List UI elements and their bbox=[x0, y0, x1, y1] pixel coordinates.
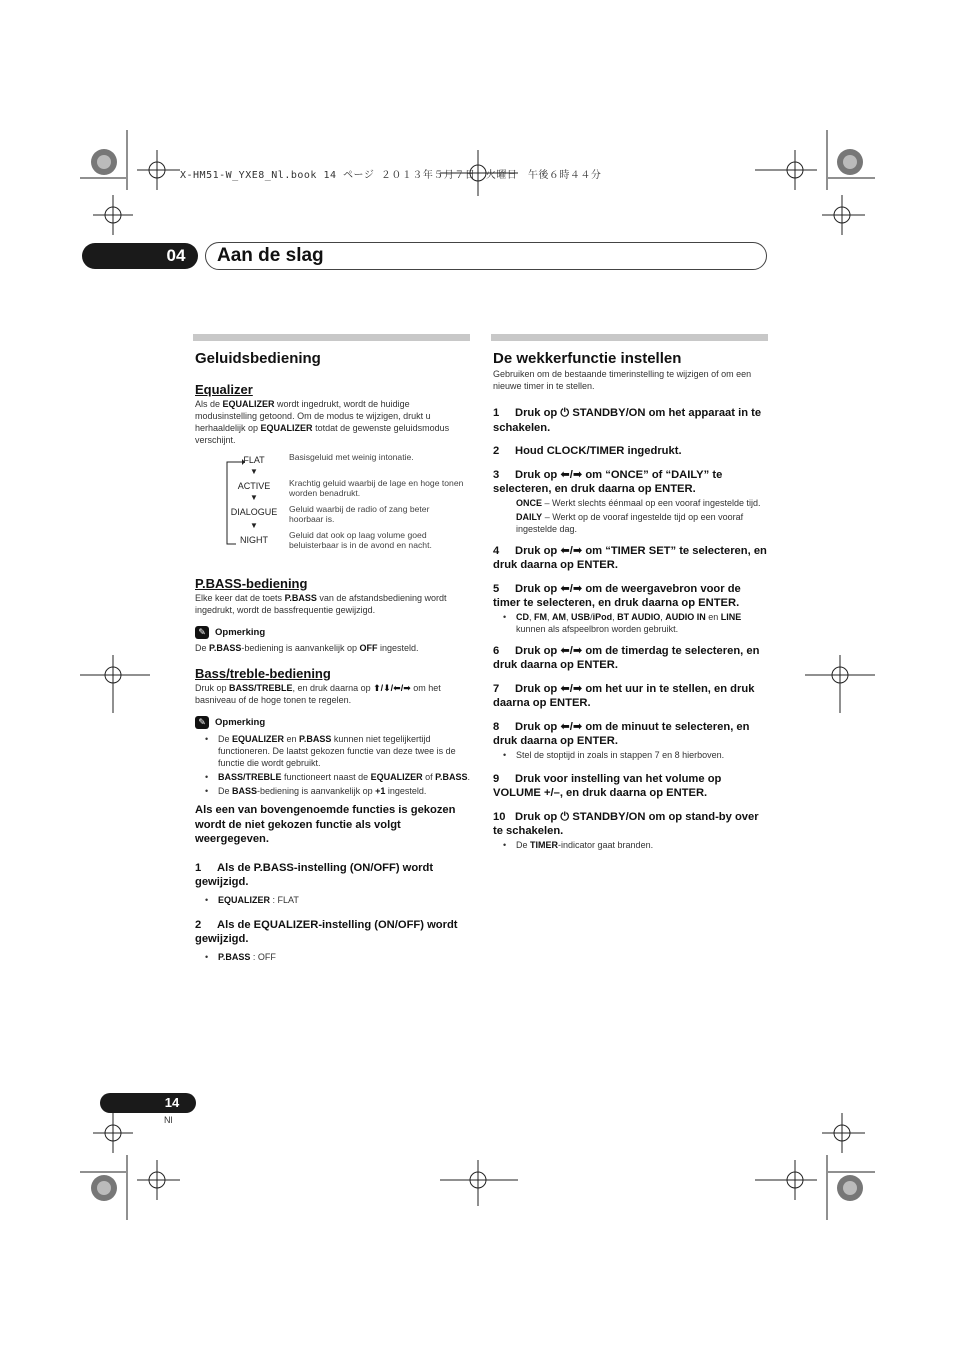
down-arrow-icon: ▼ bbox=[250, 467, 258, 476]
note-header bbox=[195, 626, 470, 639]
print-file-header: X-HM51-W_YXE8_Nl.book 14 ページ ２０１３年５月７日 火曜日 午後６時４４分 bbox=[180, 170, 602, 181]
list-item: • De BASS-bediening is aanvankelijk op +1 ingesteld. bbox=[218, 785, 470, 797]
list-item: • BASS/TREBLE functioneert naast de EQUALIZER of P.BASS. bbox=[218, 771, 470, 783]
crop-mark-right-middle bbox=[805, 655, 875, 715]
list-item: • De TIMER-indicator gaat branden. bbox=[516, 839, 768, 851]
note-title: Opmerking bbox=[215, 716, 266, 728]
eq-desc-night: Geluid dat ook op laag volume goed beluisterbaar is in de avond en nacht. bbox=[289, 530, 432, 550]
chapter-number: 04 bbox=[166, 246, 186, 265]
right-step-8: 8 Druk op ⬅/➡ om de minuut te selecteren, en druk daarna op ENTER. bbox=[493, 720, 750, 747]
bass-treble-note-list bbox=[195, 733, 470, 797]
eq-mode-flat: FLAT bbox=[243, 455, 265, 465]
step-8-bullets bbox=[493, 749, 768, 761]
crop-mark-top-left bbox=[80, 130, 200, 240]
step-5-bullets bbox=[493, 611, 768, 635]
down-arrow-icon: ▼ bbox=[250, 521, 258, 530]
arrow-keys-icon: ⬆/⬇/⬅/➡ bbox=[373, 683, 411, 693]
eq-desc-active: Krachtig geluid waarbij de lage en hoge tonen worden benadrukt. bbox=[289, 478, 464, 498]
step-3-once: ONCE – Werkt slechts éénmaal op een vooraf ingestelde tijd. bbox=[516, 497, 761, 508]
equalizer-mode-diagram bbox=[195, 454, 470, 564]
heading-equalizer: Equalizer bbox=[195, 382, 253, 397]
equalizer-paragraph: Als de EQUALIZER wordt ingedrukt, wordt de huidige modusinstelling getoond. Om de modus te wijzigen, drukt u herhaaldelijk op EQUALIZER totdat de gewenste geluidsmodus verschijnt. bbox=[195, 399, 450, 445]
right-step-3: 3 Druk op ⬅/➡ om “ONCE” of “DAILY” te selecteren, en druk daarna op ENTER. bbox=[493, 468, 723, 495]
crop-mark-left-middle bbox=[80, 655, 150, 715]
step-3-daily: DAILY – Werkt op de vooraf ingestelde tijd op een vooraf ingestelde dag. bbox=[516, 511, 744, 534]
bold-paragraph: Als een van bovengenoemde functies is gekozen wordt de niet gekozen functie als volgt weergegeven. bbox=[195, 804, 456, 845]
eq-desc-dialogue: Geluid waarbij de radio of zang beter hoorbaar is. bbox=[289, 504, 430, 524]
left-step-1-bullets bbox=[195, 894, 470, 906]
eq-mode-active: ACTIVE bbox=[237, 481, 271, 491]
list-item: • EQUALIZER : FLAT bbox=[218, 894, 470, 906]
list-item: • CD, FM, AM, USB/iPod, BT AUDIO, AUDIO IN en LINE kunnen als afspeelbron worden gebruikt. bbox=[516, 611, 768, 635]
step-10-bullets bbox=[493, 839, 768, 851]
crop-mark-bottom-left bbox=[80, 1110, 200, 1220]
right-step-2: 2 Houd CLOCK/TIMER ingedrukt. bbox=[493, 445, 682, 457]
note-pencil-icon: ✎ bbox=[195, 716, 209, 729]
bass-treble-paragraph: Druk op BASS/TREBLE, en druk daarna op ⬆/⬇/⬅/➡ om het basniveau of de hoge tonen te regelen. bbox=[195, 683, 441, 705]
eq-desc-flat: Basisgeluid met weinig intonatie. bbox=[289, 452, 414, 462]
section-bar bbox=[491, 334, 768, 341]
right-step-1: 1 Druk op ⏻ STANDBY/ON om het apparaat in te schakelen. bbox=[493, 407, 762, 434]
list-item: • P.BASS : OFF bbox=[218, 951, 470, 963]
left-step-2: 2 Als de EQUALIZER-instelling (ON/OFF) wordt gewijzigd. bbox=[195, 918, 458, 945]
heading-pbass: P.BASS-bediening bbox=[195, 576, 308, 591]
left-column bbox=[195, 334, 470, 965]
right-step-9: 9 Druk voor instelling van het volume op VOLUME +/–, en druk daarna op ENTER. bbox=[493, 772, 722, 799]
crop-mark-top-right bbox=[755, 130, 875, 240]
pbass-note: De P.BASS-bediening is aanvankelijk op OFF ingesteld. bbox=[195, 643, 419, 653]
list-item: • De EQUALIZER en P.BASS kunnen niet tegelijkertijd functioneren. De laatst gekozen functie van deze twee is de functie die wordt gebruikt. bbox=[218, 733, 470, 769]
list-item: • Stel de stoptijd in zoals in stappen 7 en 8 hierboven. bbox=[516, 749, 768, 761]
alarm-intro: Gebruiken om de bestaande timerinstelling te wijzigen of om een nieuwe timer in te stellen. bbox=[493, 369, 752, 391]
right-column bbox=[493, 334, 768, 853]
section-title-wekkerfunctie: De wekkerfunctie instellen bbox=[493, 350, 682, 367]
right-step-4: 4 Druk op ⬅/➡ om “TIMER SET” te selecteren, en druk daarna op ENTER. bbox=[493, 544, 767, 571]
right-step-10: 10 Druk op ⏻ STANDBY/ON om op stand-by over te schakelen. bbox=[493, 810, 759, 837]
note-pencil-icon: ✎ bbox=[195, 626, 209, 639]
note-title: Opmerking bbox=[215, 626, 266, 638]
chapter-title: Aan de slag bbox=[217, 245, 324, 266]
pbass-paragraph: Elke keer dat de toets P.BASS van de afstandsbediening wordt ingedrukt, wordt de bassfrequentie gewijzigd. bbox=[195, 593, 447, 615]
crop-mark-bottom-center bbox=[440, 1160, 520, 1210]
section-bar bbox=[193, 334, 470, 341]
heading-bass-treble: Bass/treble-bediening bbox=[195, 666, 331, 681]
note-header bbox=[195, 716, 470, 729]
right-step-7: 7 Druk op ⬅/➡ om het uur in te stellen, en druk daarna op ENTER. bbox=[493, 682, 755, 709]
right-step-6: 6 Druk op ⬅/➡ om de timerdag te selecteren, en druk daarna op ENTER. bbox=[493, 644, 760, 671]
crop-mark-bottom-right bbox=[755, 1110, 875, 1220]
page-language: Nl bbox=[164, 1115, 173, 1125]
section-title-geluidsbediening: Geluidsbediening bbox=[195, 350, 321, 367]
eq-mode-dialogue: DIALOGUE bbox=[230, 507, 278, 517]
left-step-2-bullets bbox=[195, 951, 470, 963]
down-arrow-icon: ▼ bbox=[250, 493, 258, 502]
left-step-1: 1 Als de P.BASS-instelling (ON/OFF) wordt gewijzigd. bbox=[195, 861, 434, 888]
page-number: 14 bbox=[164, 1095, 180, 1110]
right-step-5: 5 Druk op ⬅/➡ om de weergavebron voor de timer te selecteren, en druk daarna op ENTER. bbox=[493, 582, 741, 609]
eq-mode-night: NIGHT bbox=[240, 535, 268, 545]
